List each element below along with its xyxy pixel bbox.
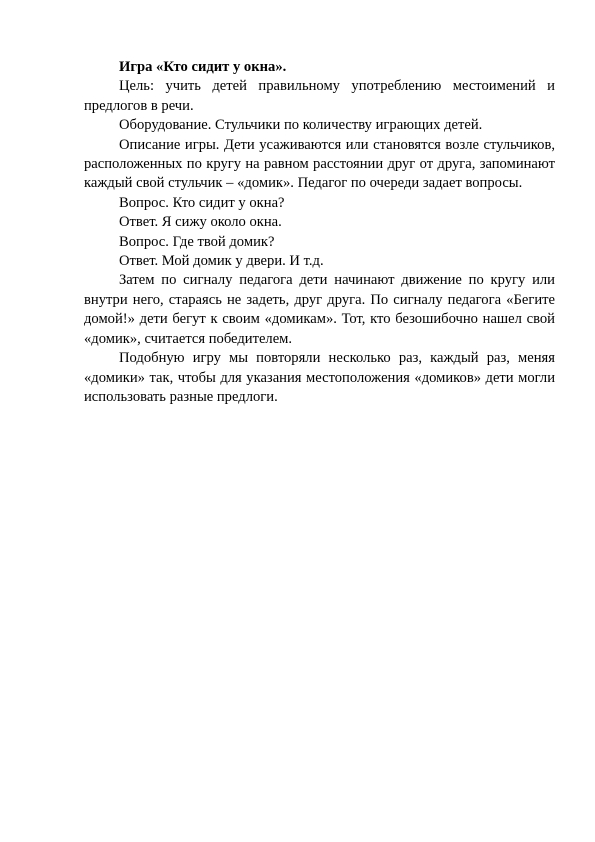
paragraph-equipment: Оборудование. Стульчики по количеству играющих детей. <box>119 117 483 134</box>
paragraph-answer-2: Ответ. Мой домик у двери. И т.д. <box>119 253 324 270</box>
paragraph-answer-1: Ответ. Я сижу около окна. <box>119 214 282 231</box>
paragraph-conclusion: Подобную игру мы повторяли несколько раз, каждый раз, меняя «домики» так, чтобы для указания местоположения «домиков» дети могли использовать разные предлоги. <box>84 350 555 405</box>
paragraph-question-1: Вопрос. Кто сидит у окна? <box>119 194 285 211</box>
paragraph-goal: Цель: учить детей правильному употреблению местоимений и предлогов в речи. <box>84 78 555 114</box>
document-body <box>84 58 555 407</box>
paragraph-game-play: Затем по сигналу педагога дети начинают движение по кругу или внутри него, стараясь не задеть, друг друга. По сигналу педагога «Бегите домой!» дети бегут к своим «домикам». Тот, кто безошибочно нашел свой «домик», считается победителем. <box>84 272 555 347</box>
paragraph-description: Описание игры. Дети усаживаются или становятся возле стульчиков, расположенных по кругу на равном расстоянии друг от друга, запоминают каждый свой стульчик – «домик». Педагог по очереди задает вопросы. <box>84 136 555 192</box>
paragraph-question-2: Вопрос. Где твой домик? <box>119 233 275 250</box>
game-title: Игра «Кто сидит у окна». <box>119 59 287 75</box>
